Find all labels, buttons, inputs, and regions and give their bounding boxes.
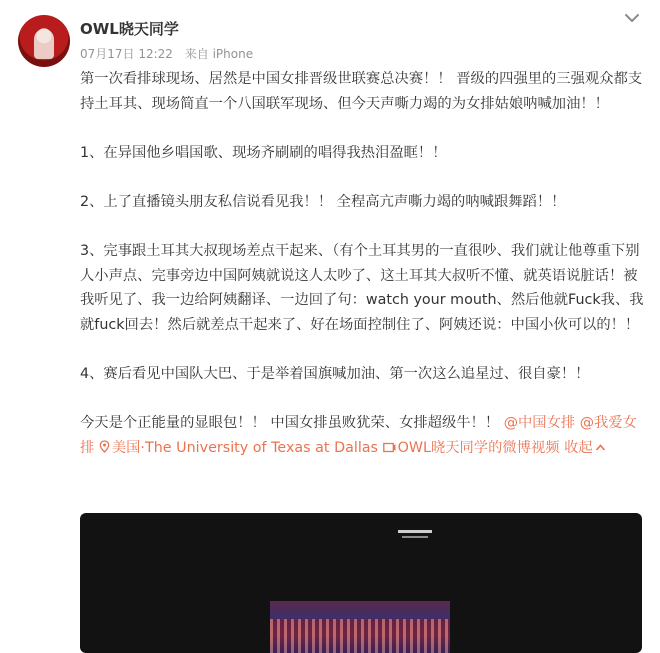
video-link-label: OWL晓天同学的微博视频 [397,439,560,456]
post-paragraph: 4、赛后看见中国队大巴、于是举着国旗喊加油、第一次这么追星过、很自豪！！ [80,366,590,383]
location-pin-icon [99,440,110,453]
chevron-up-icon [595,443,606,452]
collapse-label: 收起 [564,439,593,456]
video-icon [383,442,396,453]
chevron-down-icon[interactable] [622,10,642,26]
post-paragraph: 1、在异国他乡唱国歌、现场齐刷刷的唱得我热泪盈眶！！ [80,144,447,161]
mention-link[interactable]: @中国女排 [503,415,576,432]
post-date: 07月17日 12:22 [80,47,173,61]
post-paragraph: 第一次看排球现场、居然是中国女排晋级世联赛总决赛！！ 晋级的四强里的三强观众都支持土耳其、现场简直一个八国联军现场、但今天声嘶力竭的为女排姑娘呐喊加油！！ [80,71,643,112]
final-text: 今天是个正能量的显眼包！！ 中国女排虽败犹荣、女排超级牛！！ [80,415,504,432]
video-link[interactable] [383,440,560,456]
post-paragraph: 3、完事跟土耳其大叔现场差点干起来、（有个土耳其男的一直很吵、我们就让他尊重下别人小声点、完事旁边中国阿姨就说这人太吵了、这土耳其大叔听不懂、就英语说脏话！被我听见了、我一边给阿姨翻译、一边回了句：watch your mouth、然后他就Fuck我、我就fuck回去！然后就差点干起来了、好在场面控制住了、阿姨还说：中国小伙可以的！！ [80,243,644,333]
username[interactable]: OWL晓天同学 [80,20,179,38]
video-player[interactable] [80,513,642,653]
location-link[interactable] [99,440,378,456]
avatar[interactable] [18,15,70,67]
mention-link[interactable]: @我爱女排 [80,415,637,456]
post-meta [80,45,253,62]
post-source: 来自 iPhone [184,47,254,61]
post-paragraph: 2、上了直播镜头朋友私信说看见我！！ 全程高亢声嘶力竭的呐喊跟舞蹈！！ [80,193,566,210]
video-frame [270,601,450,653]
video-watermark [398,530,438,542]
location-label: 美国·The University of Texas at Dallas [111,439,379,456]
post-final-paragraph [80,411,645,460]
post-text [80,67,645,461]
collapse-link[interactable] [564,440,606,456]
